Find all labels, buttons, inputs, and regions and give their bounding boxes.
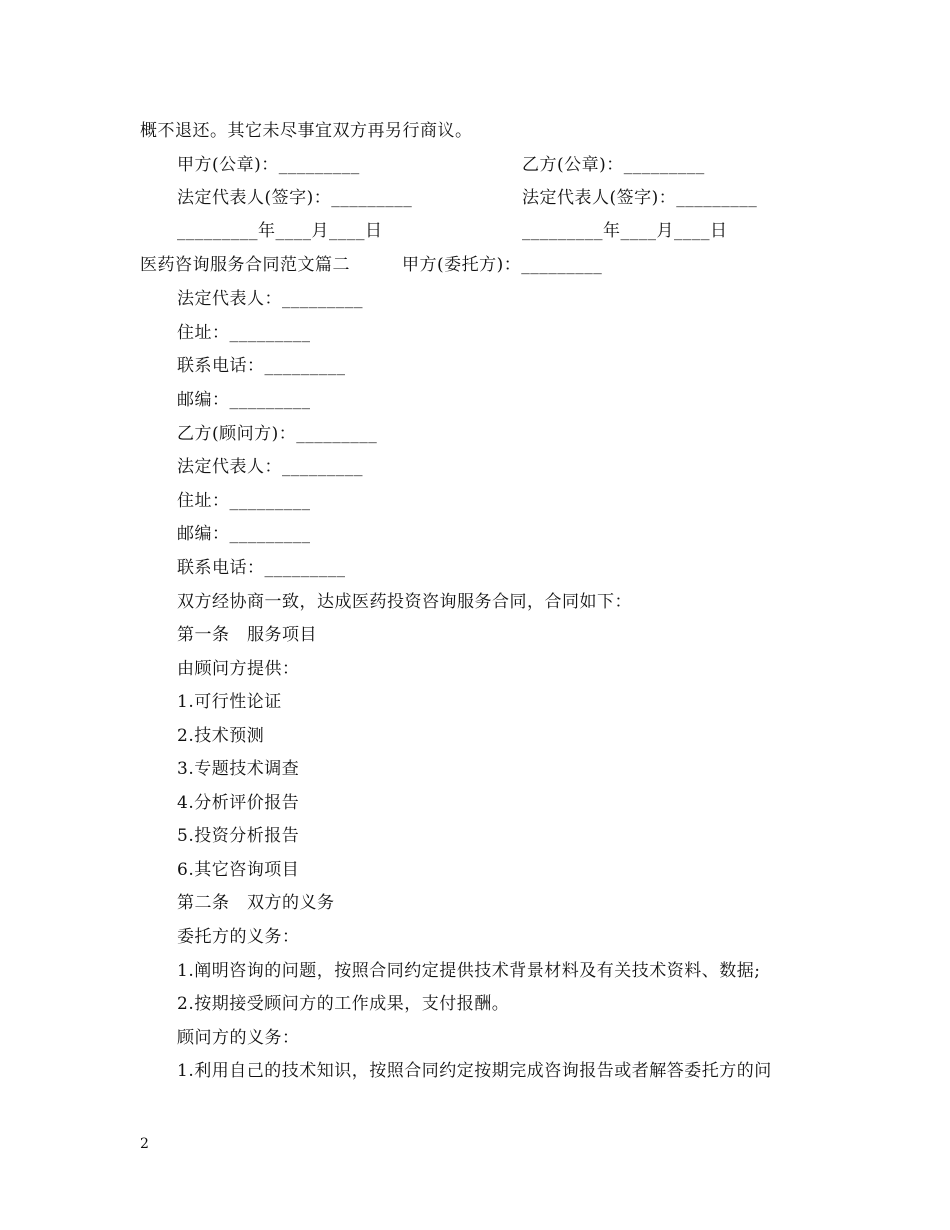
list-item: 6.其它咨询项目 (177, 860, 300, 880)
text-line: 委托方的义务： (177, 927, 300, 947)
client-representative-field: 法定代表人：_________ (177, 289, 363, 309)
party-a-seal-field: 甲方(公章)：_________ (177, 155, 360, 175)
article-heading: 第二条 双方的义务 (177, 893, 335, 913)
list-item: 1.利用自己的技术知识，按照合同约定按期完成咨询报告或者解答委托方的问 (177, 1061, 772, 1081)
client-postcode-field: 邮编：_________ (177, 390, 311, 410)
client-address-field: 住址：_________ (177, 323, 311, 343)
party-a-date-field: _________年____月____日 (177, 221, 383, 241)
party-b-date-field: _________年____月____日 (522, 221, 728, 241)
client-party-field: 甲方(委托方)：_________ (402, 255, 603, 275)
section-title: 医药咨询服务合同范文篇二 (140, 255, 350, 275)
client-phone-field: 联系电话：_________ (177, 356, 346, 376)
consultant-address-field: 住址：_________ (177, 491, 311, 511)
list-item: 5.投资分析报告 (177, 826, 300, 846)
text-line: 概不退还。其它未尽事宜双方再另行商议。 (140, 121, 473, 141)
article-heading: 第一条 服务项目 (177, 625, 317, 645)
list-item: 1.可行性论证 (177, 692, 282, 712)
text-line: 由顾问方提供： (177, 659, 300, 679)
party-b-representative-field: 法定代表人(签字)：_________ (522, 188, 758, 208)
party-a-representative-field: 法定代表人(签字)：_________ (177, 188, 413, 208)
consultant-party-field: 乙方(顾问方)：_________ (177, 424, 378, 444)
text-line: 顾问方的义务： (177, 1028, 300, 1048)
consultant-phone-field: 联系电话：_________ (177, 558, 346, 578)
page-number: 2 (140, 1136, 149, 1152)
list-item: 4.分析评价报告 (177, 793, 300, 813)
list-item: 1.阐明咨询的问题，按照合同约定提供技术背景材料及有关技术资料、数据; (177, 961, 761, 981)
consultant-postcode-field: 邮编：_________ (177, 524, 311, 544)
party-b-seal-field: 乙方(公章)：_________ (522, 155, 705, 175)
list-item: 2.按期接受顾问方的工作成果，支付报酬。 (177, 994, 510, 1014)
text-line: 双方经协商一致，达成医药投资咨询服务合同，合同如下： (177, 592, 632, 612)
list-item: 2.技术预测 (177, 726, 265, 746)
list-item: 3.专题技术调查 (177, 759, 300, 779)
consultant-representative-field: 法定代表人：_________ (177, 457, 363, 477)
